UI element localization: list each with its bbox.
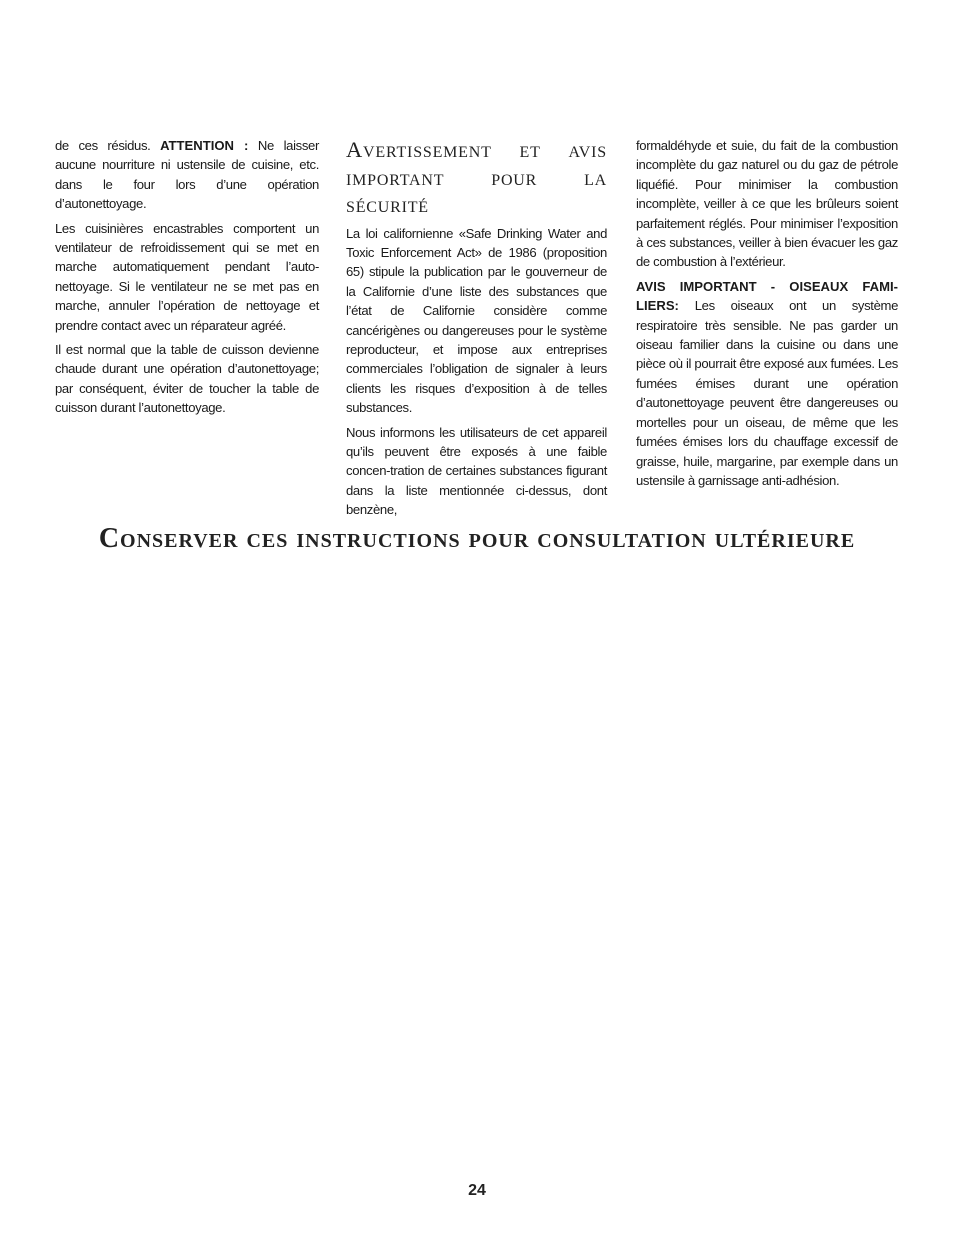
birds-notice-text: Les oiseaux ont un système respiratoire très sensible. Ne pas garder un oiseau familier dans la cuisine ou dans une pièce où il pourrait être exposé aux fumées. Les fumées émises durant une opération d’autonettoyage peuvent être dangereuses ou mortelles pour un oiseau, de même que les fumées émises lors du chauffage excessif de graisse, huile, margarine, par exemple dans un ustensile à garnissage anti-adhésion.: [636, 298, 898, 488]
paragraph-table-cuisson: Il est normal que la table de cuisson devienne chaude durant une opération d’autonettoyage; par conséquent, éviter de toucher la table de cuisson durant l’autonettoyage.: [55, 342, 319, 416]
paragraph-combustion: formaldéhyde et suie, du fait de la combustion incomplète du gaz naturel ou du gaz de pétrole liquéfié. Pour minimiser la combustion incomplète, veiller à ce que les brûleurs soient parfaitement réglés. Pour minimiser l’exposition à ces substances, veiller à bien évacuer les gaz de combustion à l’extérieur.: [636, 138, 898, 270]
paragraph-residus-start: de ces résidus.: [55, 138, 161, 153]
paragraph-exposition: Nous informons les utilisateurs de cet appareil qu’ils peuvent être exposés à une faible concen-tration de certaines substances figurant dans la liste mentionnée ci-dessus, dont benzène,: [346, 424, 607, 518]
paragraph-residus-end: Ne laisser aucune nourriture ni ustensile de cuisine, etc. dans le four lors d’une opération d’autonettoyage.: [55, 138, 319, 212]
paragraph-residus: [55, 136, 319, 214]
paragraph-proposition-65: La loi californienne «Safe Drinking Water and Toxic Enforcement Act» de 1986 (proposition 65) stipule la publication par le gouverneur de la Californie d’une liste des substances que l’état de Californie considère comme cancérigènes ou dangereuses pour le système reproducteur, et impose aux entreprises commerciales l’obligation de signaler à leurs clients les risques d’exposition à de telles substances.: [346, 225, 607, 416]
paragraph-ventilateur: Les cuisinières encastrables comportent un ventilateur de refroidissement qui se met en marche automatiquement pendant l’auto-nettoyage. Si le ventilateur ne se met pas en marche, annuler l’opération de nettoyage et prendre contact avec un réparateur agréé.: [55, 220, 319, 333]
safety-warning-heading: Avertissement et avis important pour la sécurité: [346, 137, 607, 217]
keep-instructions-heading: Conserver ces instructions pour consultation ultérieure: [98, 523, 856, 554]
text-column-2: [346, 136, 607, 525]
paragraph-oiseaux: [636, 277, 898, 490]
text-column-1: [55, 136, 319, 423]
birds-notice-label: AVIS IMPORTANT - OISEAUX FAMI-LIERS:: [636, 278, 898, 314]
text-column-3: [636, 136, 898, 495]
page-number: 24: [468, 1182, 486, 1199]
attention-label: ATTENTION :: [160, 138, 249, 153]
